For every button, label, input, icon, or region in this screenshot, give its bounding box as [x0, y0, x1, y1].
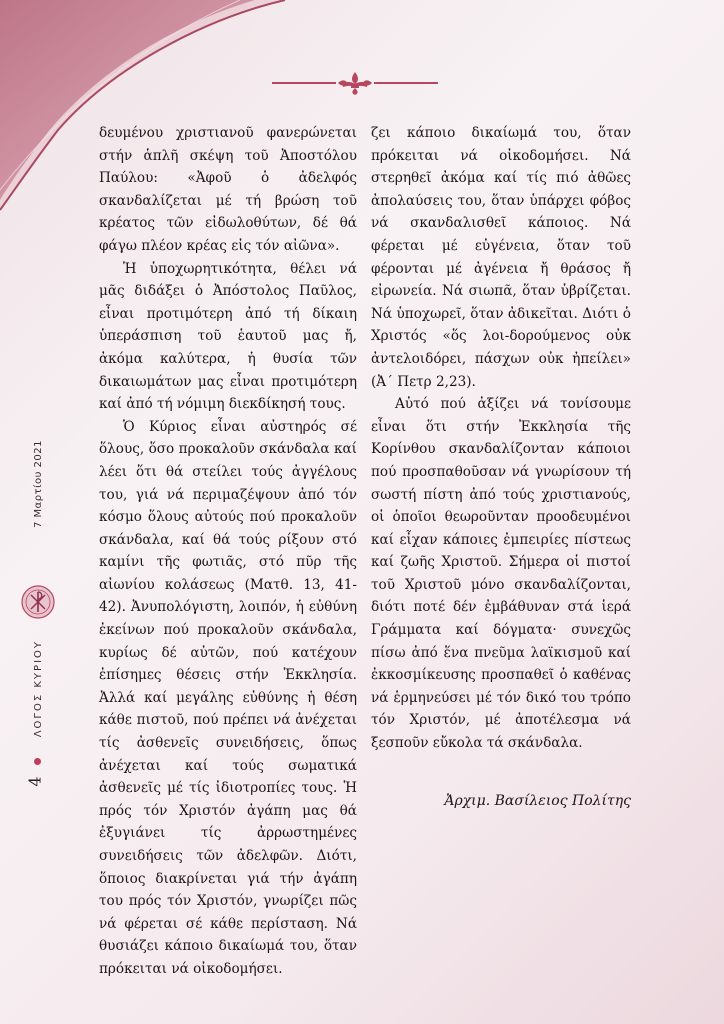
- paragraph: Αὐτό πού ἀξίζει νά τονίσουμε εἶναι ὅτι στήν Ἐκκλησία τῆς Κορίνθου σκανδαλίζονταν κάποιοι πού προσπαθοῦσαν νά γνωρίσουν τή σωστή πίστη ἀπό τούς χριστιανούς, οἱ ὁποῖοι θεωροῦνταν προοδευμένοι καί εἶχαν κάποιες ἐμπειρίες πίστεως καί ζωῆς Χριστοῦ. Σήμερα οἱ πιστοί τοῦ Χριστοῦ μόνο σκανδαλίζονται, διότι ποτέ δέν ἐμβάθυναν στά ἱερά Γράμματα καί δόγματα· συνεχῶς πίσω ἀπό ἕνα πνεῦμα λαϊκισμοῦ καί ἐκκοσμίκευσης προσπαθεῖ ὁ καθένας νά ἑρμηνεύσει μέ τόν δικό του τρόπο τόν Χριστόν, μέ ἀποτέλεσμα νά ξεσποῦν εὔκολα τά σκάνδαλα.: [371, 396, 631, 752]
- article-column-left: [99, 122, 357, 981]
- paragraph: Ἡ ὑποχωρητικότητα, θέλει νά μᾶς διδάξει ὁ Ἀπόστολος Παῦλος, εἶναι προτιμότερη ἀπό τή δίκαιη ὑπεράσπιση τοῦ ἑαυτοῦ μας ἤ, ἀκόμα καλύτερα, ἡ θυσία τῶν δικαιωμάτων μας εἶναι προτιμότερη καί ἀπό τή νόμιμη διεκδίκησή τους.: [99, 260, 357, 413]
- page-number: 4: [25, 776, 45, 787]
- paragraph: δευμένου χριστιανοῦ φανερώνεται στήν ἁπλῆ σκέψη τοῦ Ἀποστόλου Παύλου: «Ἀφοῦ ὁ ἀδελφός σκανδαλίζεται μέ τή βρώση τοῦ κρέατος τῶν εἰδωλοθύτων, δέ θά φάγω πλέον κρέας εἰς τόν αἰῶνα».: [99, 125, 357, 254]
- magazine-title: ΛΟΓΟΣ ΚΥΡΙΟΥ: [33, 640, 44, 738]
- paragraph: ζει κάποιο δικαίωμά του, ὅταν πρόκειται νά οἰκοδομήσει. Νά στερηθεῖ ἀκόμα καί τίς πιό ἀθῶες ἀπολαύσεις του, ὅταν ὑπάρχει φόβος νά σκανδαλισθεῖ κάποιος. Νά φέρεται μέ εὐγένεια, ὅταν τοῦ φέρονται μέ ἀγένεια ἤ θράσος ἤ εἰρωνεία. Νά σιωπᾶ, ὅταν ὑβρίζεται. Νά ὑποχωρεῖ, ὅταν ἀδικεῖται. Διότι ὁ Χριστός «ὅς λοι-δορούμενος οὐκ ἀντελοιδόρει, πάσχων οὐκ ἠπείλει» (Ἀ΄ Πετρ 2,23).: [371, 125, 631, 390]
- chi-rho-seal-icon: [20, 584, 56, 620]
- author-signature: Ἀρχιμ. Βασίλειος Πολίτης: [444, 793, 631, 809]
- article-column-right: [371, 122, 631, 755]
- issue-date: 7 Μαρτίου 2021: [33, 440, 44, 529]
- bullet-dot-icon: [34, 758, 41, 765]
- fleur-divider-icon: [272, 70, 438, 96]
- paragraph: Ὁ Κύριος εἶναι αὐστηρός σέ ὅλους, ὅσο προκαλοῦν σκάνδαλα καί λέει ὅτι θά στείλει τούς ἀγγέλους του, γιά νά περιμαζέψουν ἀπό τόν κόσμο ὅλους αὐτούς πού προκαλοῦν σκάνδαλα, καί θά τούς ρίξουν στό καμίνι τῆς φωτιᾶς, στό πῦρ τῆς αἰωνίου κολάσεως (Ματθ. 13, 41-42). Ἀνυπολόγιστη, λοιπόν, ἡ εὐθύνη ἐκείνων πού προκαλοῦν σκάνδαλα, κυρίως δέ αὐτῶν, πού κατέχουν ἐπίσημες θέσεις στήν Ἐκκλησία. Ἀλλά καί μεγάλης εὐθύνης ἡ θέση κάθε πιστοῦ, πού πρέπει νά ἀνέχεται τίς ἀσθενεῖς συνειδήσεις, ὅπως ἀνέχεται καί τούς σωματικά ἀσθενεῖς μέ τίς ἰδιοτροπίες τους. Ἡ πρός τόν Χριστόν ἀγάπη μας θά ἐξυγιάνει τίς ἀρρωστημένες συνειδήσεις τῶν ἀδελφῶν. Διότι, ὅποιος διακρίνεται γιά τήν ἀγάπη του πρός τόν Χριστόν, γνωρίζει πῶς νά φέρεται σέ κάθε περίσταση. Νά θυσιάζει κάποιο δικαίωμά του, ὅταν πρόκειται νά οἰκοδομήσει.: [99, 418, 357, 977]
